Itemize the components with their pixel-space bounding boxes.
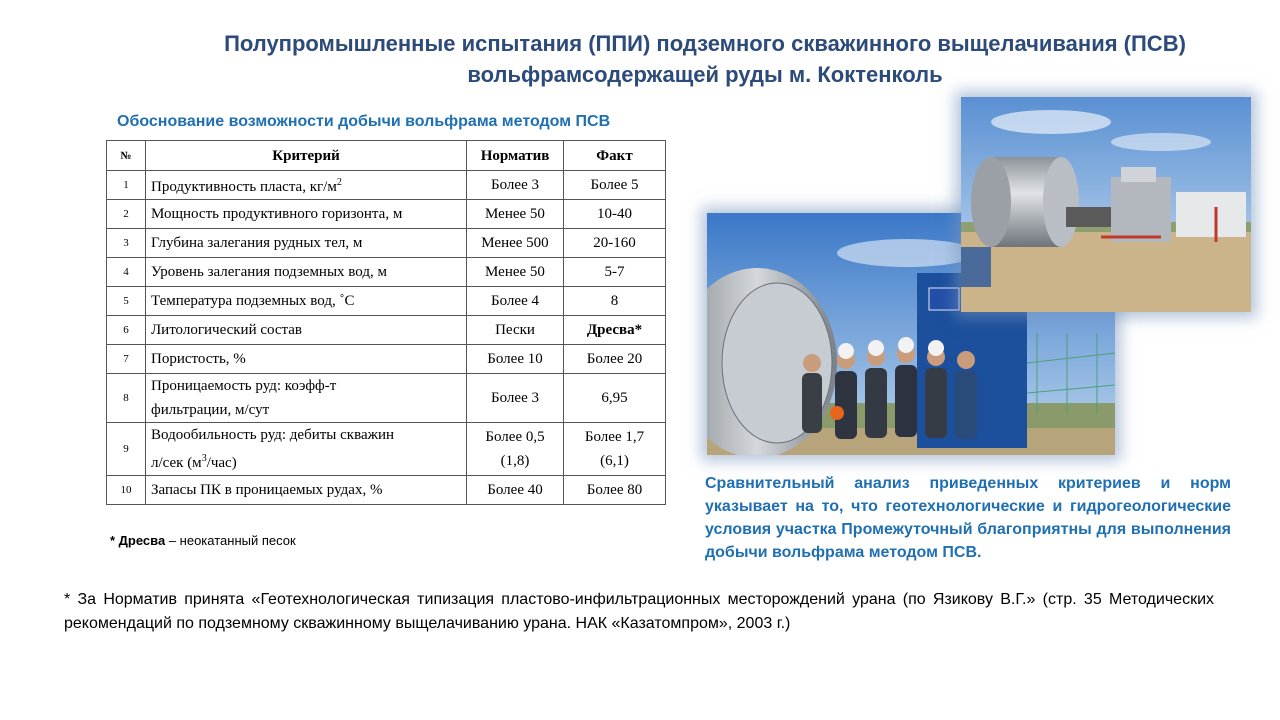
site-photo [961, 97, 1251, 312]
table-row [107, 200, 666, 229]
row-num: 4 [107, 258, 146, 287]
table-row [107, 171, 666, 200]
row-criterion: Проницаемость руд: коэфф-т фильтрации, м/сут [146, 374, 467, 423]
row-criterion: Водообильность руд: дебиты скважин л/сек $(м^3/час)$ [146, 423, 467, 476]
row-fact: Более 20 [564, 345, 666, 374]
table-row [107, 423, 666, 476]
row-criterion: Пористость, % [146, 345, 467, 374]
dresva-footnote: * Дресва – неокатанный песок [110, 533, 296, 548]
title-line-2: вольфрамсодержащей руды м. Коктенколь [467, 62, 943, 87]
header-norm: Норматив [467, 141, 564, 171]
row-fact: 8 [564, 287, 666, 316]
row-norm: Менее 50 [467, 258, 564, 287]
row-num: 2 [107, 200, 146, 229]
row-criterion: Уровень залегания подземных вод, м [146, 258, 467, 287]
table-caption: Обоснование возможности добычи вольфрама методом ПСВ [117, 113, 611, 130]
row-norm: Менее 500 [467, 229, 564, 258]
norm-footnote: * За Норматив принята «Геотехнологическая типизация пластово-инфильтрационных месторождений урана (по Язикову В.Г.» (стр. 35 Методических рекомендаций по подземному скважинному выщелачиванию урана. НАК «Казатомпром», 2003 г.) [64, 591, 1214, 632]
row-fact: 20-160 [564, 229, 666, 258]
table-row [107, 287, 666, 316]
row-fact: Более 1,7 (6,1) [564, 423, 666, 476]
row-norm: Более 0,5 (1,8) [467, 423, 564, 476]
row-fact: 5-7 [564, 258, 666, 287]
page-title [190, 28, 1220, 90]
row-num: 6 [107, 316, 146, 345]
row-num: 3 [107, 229, 146, 258]
row-criterion: Продуктивность пласта, $кг/м^2$ [146, 171, 467, 200]
row-criterion: Запасы ПК в проницаемых рудах, % [146, 476, 467, 505]
row-norm: Более 3 [467, 171, 564, 200]
table-row [107, 476, 666, 505]
header-fact: Факт [564, 141, 666, 171]
row-num: 9 [107, 423, 146, 476]
row-norm: Пески [467, 316, 564, 345]
row-norm: Более 40 [467, 476, 564, 505]
row-fact: Дресва* [564, 316, 666, 345]
row-norm: Более 10 [467, 345, 564, 374]
row-fact: Более 5 [564, 171, 666, 200]
row-num: 1 [107, 171, 146, 200]
table-row [107, 374, 666, 423]
row-fact: 6,95 [564, 374, 666, 423]
row-fact: 10-40 [564, 200, 666, 229]
row-num: 5 [107, 287, 146, 316]
row-criterion: Литологический состав [146, 316, 467, 345]
table-row [107, 229, 666, 258]
table-row [107, 316, 666, 345]
row-fact: Более 80 [564, 476, 666, 505]
table-row [107, 345, 666, 374]
row-criterion: Температура подземных вод, ˚С [146, 287, 467, 316]
table-header-row [107, 141, 666, 171]
table-row [107, 258, 666, 287]
row-num: 7 [107, 345, 146, 374]
row-criterion: Мощность продуктивного горизонта, м [146, 200, 467, 229]
title-line-1: Полупромышленные испытания (ППИ) подземного скважинного выщелачивания (ПСВ) [224, 31, 1186, 56]
row-norm: Менее 50 [467, 200, 564, 229]
row-norm: Более 3 [467, 374, 564, 423]
criteria-table [106, 140, 666, 505]
row-criterion: Глубина залегания рудных тел, м [146, 229, 467, 258]
analysis-text: Сравнительный анализ приведенных критериев и норм указывает на то, что геотехнологические и гидрогеологические условия участка Промежуточный благоприятны для выполнения добычи вольфрама методом ПСВ. [705, 475, 1231, 561]
row-num: 8 [107, 374, 146, 423]
header-criterion: Критерий [146, 141, 467, 171]
row-norm: Более 4 [467, 287, 564, 316]
row-num: 10 [107, 476, 146, 505]
site-photo-image [961, 97, 1251, 312]
header-num: № [107, 141, 146, 171]
